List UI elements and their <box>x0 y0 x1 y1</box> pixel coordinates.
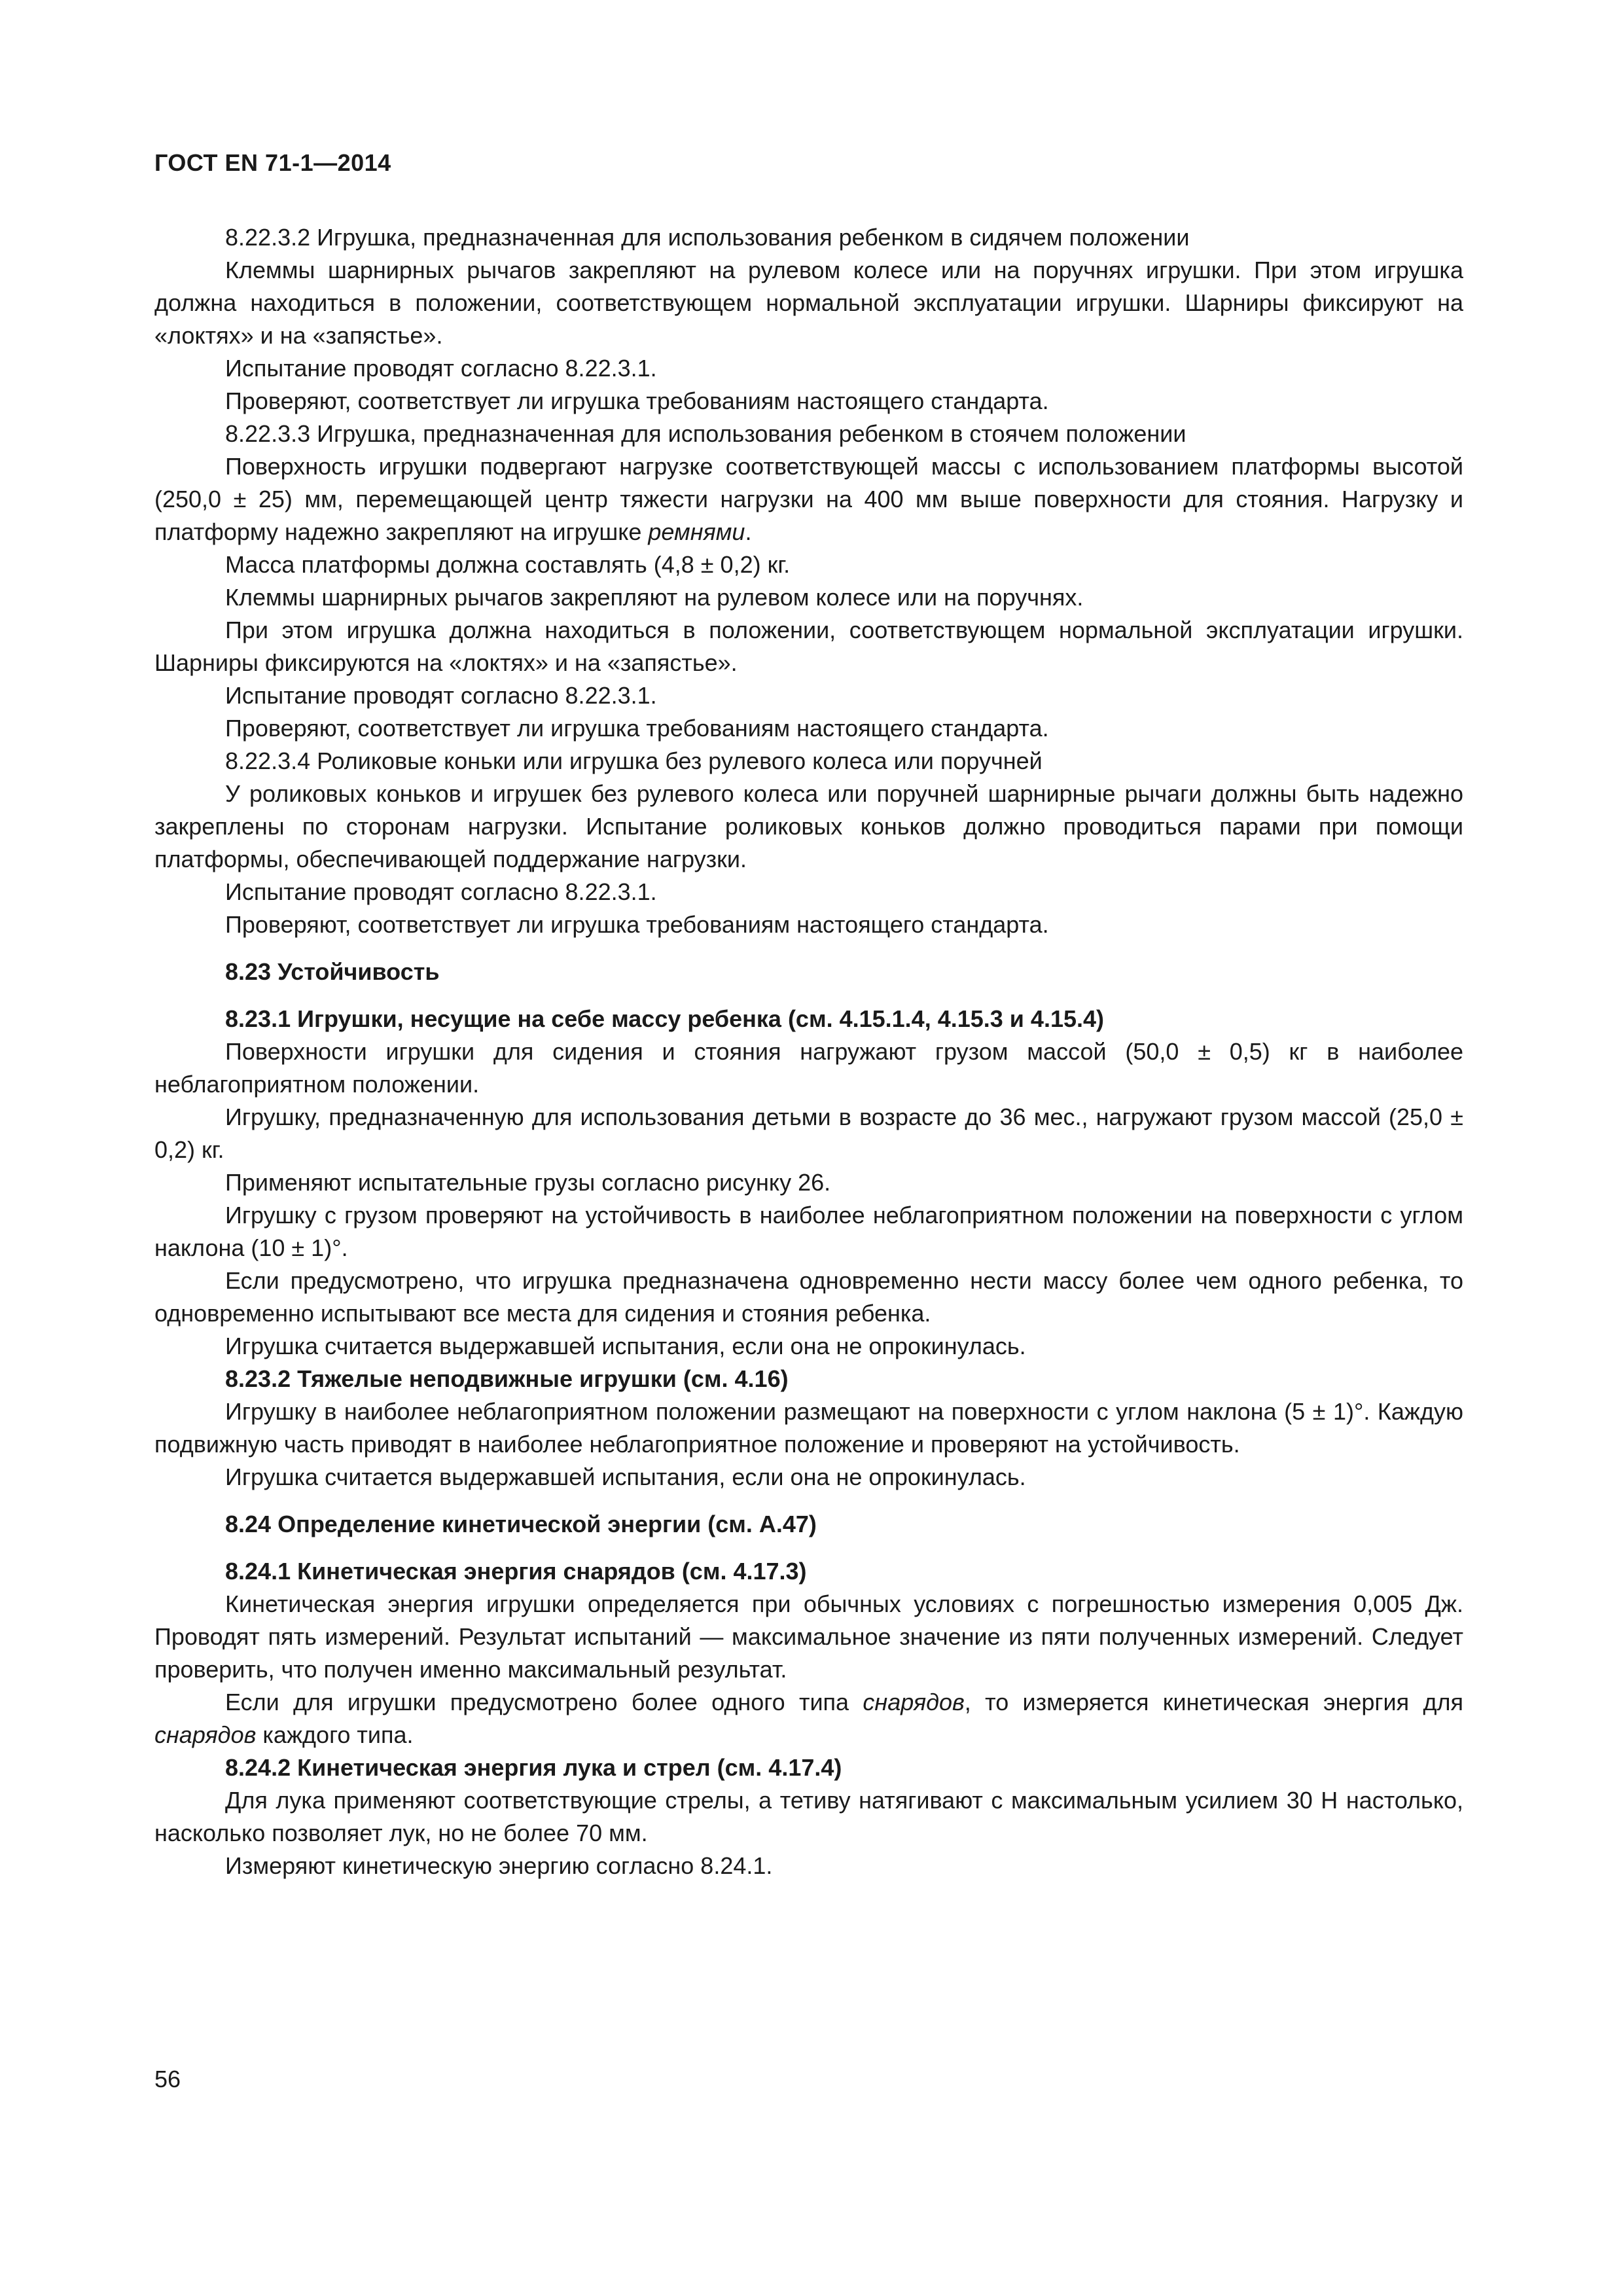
page-number: 56 <box>154 2066 181 2092</box>
spacer <box>154 1494 1463 1508</box>
text-run: каждого типа. <box>256 1721 414 1748</box>
paragraph: Игрушку, предназначенную для использования детьми в возрасте до 36 мес., нагружают грузом массой (25,0 ± 0,2) кг. <box>154 1103 1463 1163</box>
paragraph: Если предусмотрено, что игрушка предназначена одновременно нести массу более чем одного ребенка, то одновременно испытывают все места для сидения и стояния ребенка. <box>154 1267 1463 1327</box>
paragraph: Испытание проводят согласно 8.22.3.1. <box>225 355 657 382</box>
defined-term: ремнями <box>648 518 745 545</box>
section-heading-8-23: 8.23 Устойчивость <box>225 958 440 985</box>
paragraph: Проверяют, соответствует ли игрушка требованиям настоящего стандарта. <box>225 715 1049 742</box>
paragraph <box>154 1686 1463 1751</box>
section-heading-8-24: 8.24 Определение кинетической энергии (см. А.47) <box>225 1511 817 1537</box>
subclause-title-8-22-3-3: 8.22.3.3 Игрушка, предназначенная для использования ребенком в стоячем положении <box>225 420 1186 447</box>
paragraph: При этом игрушка должна находиться в положении, соответствующем нормальной эксплуатации игрушки. Шарниры фиксируются на «локтях» и на «запястье». <box>154 617 1463 676</box>
paragraph: Игрушка считается выдержавшей испытания, если она не опрокинулась. <box>225 1333 1026 1359</box>
paragraph: Испытание проводят согласно 8.22.3.1. <box>225 682 657 709</box>
text-run: Поверхность игрушки подвергают нагрузке соответствующей массы с использованием платформы высотой (250,0 ± 25) мм, перемещающей центр тяжести нагрузки на 400 мм выше поверхности для стояния. Нагрузку и платформу надежно закрепляют на игрушке <box>154 453 1463 545</box>
text-run: . <box>745 518 752 545</box>
paragraph: Клеммы шарнирных рычагов закрепляют на рулевом колесе или на поручнях. <box>225 584 1084 611</box>
paragraph: Применяют испытательные грузы согласно рисунку 26. <box>225 1169 831 1196</box>
paragraph: Измеряют кинетическую энергию согласно 8.24.1. <box>225 1852 773 1879</box>
document-body <box>154 221 1463 1882</box>
text-run: , то измеряется кинетическая энергия для <box>964 1689 1463 1715</box>
subsection-heading-8-23-1: 8.23.1 Игрушки, несущие на себе массу ребенка (см. 4.15.1.4, 4.15.3 и 4.15.4) <box>225 1005 1105 1032</box>
defined-term: снарядов <box>863 1689 965 1715</box>
spacer <box>154 941 1463 956</box>
text-run: Если для игрушки предусмотрено более одного типа <box>225 1689 863 1715</box>
paragraph: Игрушку с грузом проверяют на устойчивость в наиболее неблагоприятном положении на поверхности с углом наклона (10 ± 1)°. <box>154 1202 1463 1261</box>
defined-term: снарядов <box>154 1721 257 1748</box>
subclause-title-8-22-3-4: 8.22.3.4 Роликовые коньки или игрушка без рулевого колеса или поручней <box>225 747 1043 774</box>
paragraph: Для лука применяют соответствующие стрелы, а тетиву натягивают с максимальным усилием 30 Н настолько, насколько позволяет лук, но не более 70 мм. <box>154 1787 1463 1846</box>
paragraph: Кинетическая энергия игрушки определяется при обычных условиях с погрешностью измерения 0,005 Дж. Проводят пять измерений. Результат испытаний — максимальное значение из пяти полученных измерений. Следует проверить, что получен именно максимальный результат. <box>154 1590 1463 1683</box>
subsection-heading-8-23-2: 8.23.2 Тяжелые неподвижные игрушки (см. 4.16) <box>225 1365 789 1392</box>
paragraph: Масса платформы должна составлять (4,8 ± 0,2) кг. <box>225 551 791 578</box>
paragraph <box>154 450 1463 548</box>
subsection-heading-8-24-2: 8.24.2 Кинетическая энергия лука и стрел (см. 4.17.4) <box>225 1754 842 1781</box>
paragraph: Испытание проводят согласно 8.22.3.1. <box>225 878 657 905</box>
paragraph: Поверхности игрушки для сидения и стояния нагружают грузом массой (50,0 ± 0,5) кг в наиболее неблагоприятном положении. <box>154 1038 1463 1098</box>
subsection-heading-8-24-1: 8.24.1 Кинетическая энергия снарядов (см. 4.17.3) <box>225 1558 807 1585</box>
subclause-title-8-22-3-2: 8.22.3.2 Игрушка, предназначенная для использования ребенком в сидячем положении <box>225 224 1190 251</box>
paragraph: Проверяют, соответствует ли игрушка требованиям настоящего стандарта. <box>225 387 1049 414</box>
paragraph: Клеммы шарнирных рычагов закрепляют на рулевом колесе или на поручнях игрушки. При этом игрушка должна находиться в положении, соответствующем нормальной эксплуатации игрушки. Шарниры фиксируют на «локтях» и на «запястье». <box>154 257 1463 349</box>
paragraph: У роликовых коньков и игрушек без рулевого колеса или поручней шарнирные рычаги должны быть надежно закреплены по сторонам нагрузки. Испытание роликовых коньков должно проводиться парами при помощи платформы, обеспечивающей поддержание нагрузки. <box>154 780 1463 872</box>
paragraph: Игрушка считается выдержавшей испытания, если она не опрокинулась. <box>225 1463 1026 1490</box>
paragraph: Проверяют, соответствует ли игрушка требованиям настоящего стандарта. <box>225 911 1049 938</box>
document-code-header: ГОСТ EN 71-1—2014 <box>154 149 391 176</box>
spacer <box>154 1541 1463 1555</box>
paragraph: Игрушку в наиболее неблагоприятном положении размещают на поверхности с углом наклона (5 ± 1)°. Каждую подвижную часть приводят в наиболее неблагоприятное положение и проверяют на устойчивость. <box>154 1398 1463 1458</box>
spacer <box>154 988 1463 1003</box>
